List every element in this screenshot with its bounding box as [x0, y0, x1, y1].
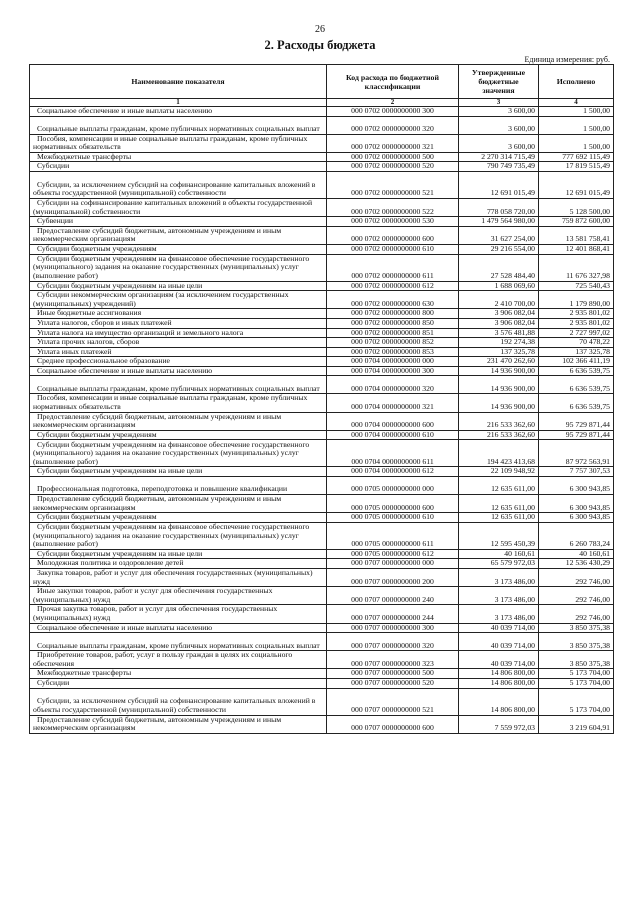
- row-name-cell: Субсидии бюджетным учреждениям: [30, 513, 327, 523]
- row-executed-cell: 137 325,78: [539, 347, 614, 357]
- row-approved-cell: 3 906 082,04: [459, 318, 539, 328]
- table-row: [30, 623, 614, 633]
- row-code-cell: 000 0702 0000000000 611: [327, 254, 459, 281]
- row-name-cell: Иные закупки товаров, работ и услуг для обеспечения государственных (муниципальных) нужд: [30, 587, 327, 605]
- row-approved-cell: 2 410 700,00: [459, 291, 539, 309]
- header-approved-values: Утвержденные бюджетные значения: [459, 65, 539, 99]
- row-code-cell: 000 0702 0000000000 800: [327, 309, 459, 319]
- row-code-cell: 000 0702 0000000000 320: [327, 116, 459, 134]
- row-name-cell: Предоставление субсидий бюджетным, автономным учреждениям и иным некоммерческим организациям: [30, 226, 327, 244]
- row-code-cell: 000 0707 0000000000 200: [327, 569, 459, 587]
- table-row: [30, 226, 614, 244]
- row-executed-cell: 5 173 704,00: [539, 688, 614, 715]
- row-code-cell: 000 0704 0000000000 320: [327, 376, 459, 394]
- row-name-cell: Иные бюджетные ассигнования: [30, 309, 327, 319]
- row-approved-cell: 3 173 486,00: [459, 587, 539, 605]
- row-executed-cell: 3 850 375,38: [539, 651, 614, 669]
- row-name-cell: Профессиональная подготовка, переподготовка и повышение квалификации: [30, 477, 327, 495]
- row-approved-cell: 22 109 948,92: [459, 467, 539, 477]
- table-row: [30, 376, 614, 394]
- table-row: [30, 171, 614, 198]
- column-number: 4: [539, 99, 614, 107]
- row-executed-cell: 759 872 600,00: [539, 217, 614, 227]
- row-name-cell: Уплата иных платежей: [30, 347, 327, 357]
- row-executed-cell: 2 935 801,02: [539, 318, 614, 328]
- row-name-cell: Среднее профессиональное образование: [30, 357, 327, 367]
- row-code-cell: 000 0702 0000000000 521: [327, 171, 459, 198]
- row-approved-cell: 14 936 900,00: [459, 376, 539, 394]
- row-name-cell: Субсидии: [30, 162, 327, 172]
- row-executed-cell: 11 676 327,98: [539, 254, 614, 281]
- row-name-cell: Прочая закупка товаров, работ и услуг для обеспечения государственных (муниципальных) нужд: [30, 605, 327, 623]
- row-executed-cell: 725 540,43: [539, 281, 614, 291]
- row-name-cell: Субсидии бюджетным учреждениям на иные цели: [30, 467, 327, 477]
- row-code-cell: 000 0707 0000000000 244: [327, 605, 459, 623]
- row-name-cell: Социальные выплаты гражданам, кроме публичных нормативных социальных выплат: [30, 633, 327, 651]
- row-executed-cell: 40 160,61: [539, 549, 614, 559]
- column-number-row: [30, 99, 614, 107]
- row-name-cell: Уплата налога на имущество организаций и земельного налога: [30, 328, 327, 338]
- column-number: 2: [327, 99, 459, 107]
- row-executed-cell: 7 757 307,53: [539, 467, 614, 477]
- table-row: [30, 198, 614, 216]
- row-executed-cell: 6 300 943,85: [539, 495, 614, 513]
- row-code-cell: 000 0707 0000000000 320: [327, 633, 459, 651]
- row-code-cell: 000 0705 0000000000 610: [327, 513, 459, 523]
- row-name-cell: Межбюджетные трансферты: [30, 152, 327, 162]
- row-approved-cell: 14 936 900,00: [459, 394, 539, 412]
- table-row: [30, 107, 614, 117]
- row-executed-cell: 777 692 115,49: [539, 152, 614, 162]
- row-executed-cell: 17 819 515,49: [539, 162, 614, 172]
- row-approved-cell: 192 274,38: [459, 338, 539, 348]
- document-title: 2. Расходы бюджета: [264, 38, 376, 52]
- row-code-cell: 000 0702 0000000000 600: [327, 226, 459, 244]
- header-indicator-name: Наименование показателя: [30, 65, 327, 99]
- row-name-cell: Субсидии, за исключением субсидий на софинансирование капитальных вложений в объекты государственной (муниципальной) собственности: [30, 171, 327, 198]
- table-header-row: [30, 65, 614, 99]
- row-code-cell: 000 0702 0000000000 850: [327, 318, 459, 328]
- row-approved-cell: 14 806 800,00: [459, 669, 539, 679]
- table-row: [30, 651, 614, 669]
- row-executed-cell: 95 729 871,44: [539, 430, 614, 440]
- row-executed-cell: 6 260 783,24: [539, 522, 614, 549]
- table-row: [30, 318, 614, 328]
- table-row: [30, 522, 614, 549]
- row-name-cell: Пособия, компенсации и иные социальные выплаты гражданам, кроме публичных нормативных обязательств: [30, 134, 327, 152]
- row-code-cell: 000 0707 0000000000 500: [327, 669, 459, 679]
- row-name-cell: Субсидии: [30, 678, 327, 688]
- row-code-cell: 000 0707 0000000000 600: [327, 715, 459, 733]
- row-code-cell: 000 0707 0000000000 240: [327, 587, 459, 605]
- table-row: [30, 162, 614, 172]
- table-row: [30, 440, 614, 467]
- row-executed-cell: 102 366 411,19: [539, 357, 614, 367]
- table-row: [30, 394, 614, 412]
- row-approved-cell: 216 533 362,60: [459, 430, 539, 440]
- row-approved-cell: 40 160,61: [459, 549, 539, 559]
- header-expense-code: Код расхода по бюджетной классификации: [327, 65, 459, 99]
- row-code-cell: 000 0702 0000000000 851: [327, 328, 459, 338]
- row-name-cell: Субсидии бюджетным учреждениям на финансовое обеспечение государственного (муниципального) задания на оказание государственных (муниципальных) услуг (выполнение работ): [30, 254, 327, 281]
- row-approved-cell: 7 559 972,03: [459, 715, 539, 733]
- row-executed-cell: 1 500,00: [539, 107, 614, 117]
- table-row: [30, 328, 614, 338]
- row-approved-cell: 3 600,00: [459, 116, 539, 134]
- row-executed-cell: 6 300 943,85: [539, 477, 614, 495]
- table-row: [30, 134, 614, 152]
- row-approved-cell: 3 173 486,00: [459, 569, 539, 587]
- row-approved-cell: 12 595 450,39: [459, 522, 539, 549]
- header-executed: Исполнено: [539, 65, 614, 99]
- table-row: [30, 254, 614, 281]
- row-executed-cell: 6 300 943,85: [539, 513, 614, 523]
- row-executed-cell: 12 401 868,41: [539, 244, 614, 254]
- row-executed-cell: 12 536 430,29: [539, 559, 614, 569]
- row-name-cell: Пособия, компенсации и иные социальные выплаты гражданам, кроме публичных нормативных обязательств: [30, 394, 327, 412]
- row-approved-cell: 12 635 611,00: [459, 495, 539, 513]
- page-number: 26: [315, 24, 325, 35]
- table-row: [30, 605, 614, 623]
- row-code-cell: 000 0702 0000000000 300: [327, 107, 459, 117]
- column-number: 3: [459, 99, 539, 107]
- row-code-cell: 000 0707 0000000000 323: [327, 651, 459, 669]
- table-row: [30, 549, 614, 559]
- row-code-cell: 000 0707 0000000000 300: [327, 623, 459, 633]
- row-code-cell: 000 0704 0000000000 612: [327, 467, 459, 477]
- table-row: [30, 569, 614, 587]
- row-approved-cell: 216 533 362,60: [459, 412, 539, 430]
- row-approved-cell: 3 576 481,88: [459, 328, 539, 338]
- row-name-cell: Приобретение товаров, работ, услуг в пользу граждан в целях их социального обеспечения: [30, 651, 327, 669]
- row-name-cell: Предоставление субсидий бюджетным, автономным учреждениям и иным некоммерческим организациям: [30, 412, 327, 430]
- row-code-cell: 000 0704 0000000000 321: [327, 394, 459, 412]
- table-row: [30, 281, 614, 291]
- table-row: [30, 430, 614, 440]
- row-approved-cell: 3 600,00: [459, 134, 539, 152]
- row-name-cell: Субвенции: [30, 217, 327, 227]
- row-approved-cell: 12 635 611,00: [459, 477, 539, 495]
- row-executed-cell: 13 581 758,41: [539, 226, 614, 244]
- row-name-cell: Субсидии бюджетным учреждениям: [30, 430, 327, 440]
- row-executed-cell: 87 972 563,91: [539, 440, 614, 467]
- row-approved-cell: 1 688 069,60: [459, 281, 539, 291]
- row-approved-cell: 3 173 486,00: [459, 605, 539, 623]
- row-code-cell: 000 0704 0000000000 610: [327, 430, 459, 440]
- table-row: [30, 559, 614, 569]
- row-code-cell: 000 0702 0000000000 522: [327, 198, 459, 216]
- row-code-cell: 000 0707 0000000000 521: [327, 688, 459, 715]
- row-code-cell: 000 0705 0000000000 611: [327, 522, 459, 549]
- row-executed-cell: 70 478,22: [539, 338, 614, 348]
- row-name-cell: Субсидии некоммерческим организациям (за исключением государственных (муниципальных) учреждений): [30, 291, 327, 309]
- row-executed-cell: 3 219 604,91: [539, 715, 614, 733]
- row-code-cell: 000 0705 0000000000 600: [327, 495, 459, 513]
- row-approved-cell: 14 936 900,00: [459, 366, 539, 376]
- table-row: [30, 357, 614, 367]
- row-code-cell: 000 0704 0000000000 611: [327, 440, 459, 467]
- row-name-cell: Предоставление субсидий бюджетным, автономным учреждениям и иным некоммерческим организациям: [30, 495, 327, 513]
- table-row: [30, 244, 614, 254]
- row-code-cell: 000 0702 0000000000 852: [327, 338, 459, 348]
- row-code-cell: 000 0702 0000000000 530: [327, 217, 459, 227]
- row-code-cell: 000 0704 0000000000 600: [327, 412, 459, 430]
- row-name-cell: Уплата прочих налогов, сборов: [30, 338, 327, 348]
- table-row: [30, 338, 614, 348]
- row-executed-cell: 6 636 539,75: [539, 394, 614, 412]
- row-approved-cell: 12 635 611,00: [459, 513, 539, 523]
- budget-expenses-table: [29, 64, 614, 734]
- row-approved-cell: 3 600,00: [459, 107, 539, 117]
- row-code-cell: 000 0705 0000000000 612: [327, 549, 459, 559]
- row-approved-cell: 3 906 082,04: [459, 309, 539, 319]
- table-body: [30, 107, 614, 734]
- row-name-cell: Закупка товаров, работ и услуг для обеспечения государственных (муниципальных) нужд: [30, 569, 327, 587]
- row-code-cell: 000 0702 0000000000 853: [327, 347, 459, 357]
- row-name-cell: Социальные выплаты гражданам, кроме публичных нормативных социальных выплат: [30, 116, 327, 134]
- table-row: [30, 633, 614, 651]
- row-executed-cell: 95 729 871,44: [539, 412, 614, 430]
- table-row: [30, 513, 614, 523]
- row-approved-cell: 40 039 714,00: [459, 623, 539, 633]
- row-approved-cell: 790 749 735,49: [459, 162, 539, 172]
- row-approved-cell: 12 691 015,49: [459, 171, 539, 198]
- row-code-cell: 000 0702 0000000000 610: [327, 244, 459, 254]
- row-executed-cell: 1 179 890,00: [539, 291, 614, 309]
- row-executed-cell: 2 727 997,02: [539, 328, 614, 338]
- table-row: [30, 116, 614, 134]
- row-code-cell: 000 0705 0000000000 000: [327, 477, 459, 495]
- row-approved-cell: 29 216 554,00: [459, 244, 539, 254]
- table-row: [30, 347, 614, 357]
- row-approved-cell: 1 479 564 980,00: [459, 217, 539, 227]
- row-code-cell: 000 0702 0000000000 321: [327, 134, 459, 152]
- row-approved-cell: 2 270 314 715,49: [459, 152, 539, 162]
- row-code-cell: 000 0702 0000000000 520: [327, 162, 459, 172]
- row-code-cell: 000 0707 0000000000 520: [327, 678, 459, 688]
- table-row: [30, 678, 614, 688]
- column-number: 1: [30, 99, 327, 107]
- row-code-cell: 000 0704 0000000000 300: [327, 366, 459, 376]
- row-approved-cell: 194 423 413,68: [459, 440, 539, 467]
- table-row: [30, 467, 614, 477]
- row-code-cell: 000 0704 0000000000 000: [327, 357, 459, 367]
- table-row: [30, 309, 614, 319]
- row-name-cell: Социальное обеспечение и иные выплаты населению: [30, 366, 327, 376]
- row-name-cell: Субсидии на софинансирование капитальных вложений в объекты государственной (муниципальной) собственности: [30, 198, 327, 216]
- table-row: [30, 412, 614, 430]
- row-code-cell: 000 0702 0000000000 500: [327, 152, 459, 162]
- row-code-cell: 000 0702 0000000000 612: [327, 281, 459, 291]
- row-approved-cell: 231 470 262,60: [459, 357, 539, 367]
- row-name-cell: Социальные выплаты гражданам, кроме публичных нормативных социальных выплат: [30, 376, 327, 394]
- row-executed-cell: 292 746,00: [539, 569, 614, 587]
- row-name-cell: Субсидии бюджетным учреждениям на финансовое обеспечение государственного (муниципального) задания на оказание государственных (муниципальных) услуг (выполнение работ): [30, 522, 327, 549]
- row-approved-cell: 778 058 720,00: [459, 198, 539, 216]
- row-executed-cell: 6 636 539,75: [539, 376, 614, 394]
- row-name-cell: Социальное обеспечение и иные выплаты населению: [30, 107, 327, 117]
- row-name-cell: Субсидии бюджетным учреждениям на иные цели: [30, 549, 327, 559]
- row-name-cell: Субсидии бюджетным учреждениям на финансовое обеспечение государственного (муниципального) задания на оказание государственных (муниципальных) услуг (выполнение работ): [30, 440, 327, 467]
- row-executed-cell: 3 850 375,38: [539, 633, 614, 651]
- row-approved-cell: 137 325,78: [459, 347, 539, 357]
- row-approved-cell: 14 806 800,00: [459, 688, 539, 715]
- row-name-cell: Субсидии бюджетным учреждениям: [30, 244, 327, 254]
- row-approved-cell: 31 627 254,00: [459, 226, 539, 244]
- row-approved-cell: 40 039 714,00: [459, 651, 539, 669]
- row-approved-cell: 14 806 800,00: [459, 678, 539, 688]
- table-row: [30, 587, 614, 605]
- row-name-cell: Субсидии, за исключением субсидий на софинансирование капитальных вложений в объекты государственной (муниципальной) собственности: [30, 688, 327, 715]
- row-approved-cell: 40 039 714,00: [459, 633, 539, 651]
- table-row: [30, 477, 614, 495]
- table-row: [30, 366, 614, 376]
- table-row: [30, 291, 614, 309]
- row-name-cell: Субсидии бюджетным учреждениям на иные цели: [30, 281, 327, 291]
- row-name-cell: Молодежная политика и оздоровление детей: [30, 559, 327, 569]
- row-executed-cell: 1 500,00: [539, 134, 614, 152]
- row-executed-cell: 5 173 704,00: [539, 669, 614, 679]
- row-executed-cell: 6 636 539,75: [539, 366, 614, 376]
- row-approved-cell: 65 579 972,03: [459, 559, 539, 569]
- table-row: [30, 217, 614, 227]
- row-executed-cell: 12 691 015,49: [539, 171, 614, 198]
- table-row: [30, 715, 614, 733]
- row-executed-cell: 5 128 500,00: [539, 198, 614, 216]
- row-name-cell: Предоставление субсидий бюджетным, автономным учреждениям и иным некоммерческим организациям: [30, 715, 327, 733]
- row-executed-cell: 5 173 704,00: [539, 678, 614, 688]
- row-executed-cell: 3 850 375,38: [539, 623, 614, 633]
- table-row: [30, 152, 614, 162]
- row-executed-cell: 292 746,00: [539, 605, 614, 623]
- table-row: [30, 495, 614, 513]
- row-executed-cell: 2 935 801,02: [539, 309, 614, 319]
- unit-of-measure: Единица измерения: руб.: [524, 55, 610, 64]
- row-executed-cell: 292 746,00: [539, 587, 614, 605]
- table-row: [30, 669, 614, 679]
- row-code-cell: 000 0702 0000000000 630: [327, 291, 459, 309]
- table-row: [30, 688, 614, 715]
- row-executed-cell: 1 500,00: [539, 116, 614, 134]
- row-name-cell: Уплата налогов, сборов и иных платежей: [30, 318, 327, 328]
- row-name-cell: Социальное обеспечение и иные выплаты населению: [30, 623, 327, 633]
- row-approved-cell: 27 528 484,40: [459, 254, 539, 281]
- row-code-cell: 000 0707 0000000000 000: [327, 559, 459, 569]
- row-name-cell: Межбюджетные трансферты: [30, 669, 327, 679]
